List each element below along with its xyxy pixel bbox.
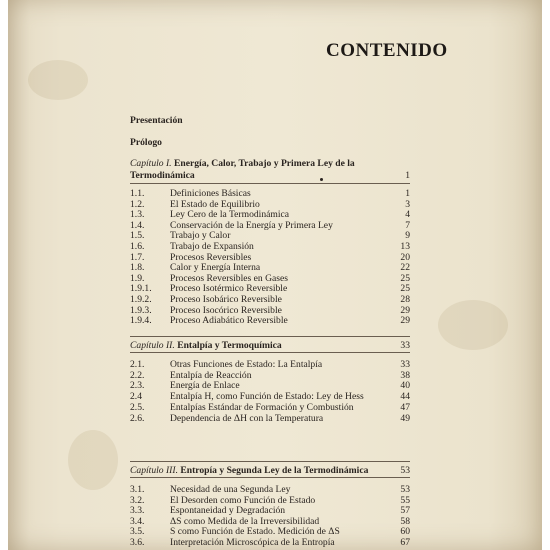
toc-entry (130, 305, 410, 316)
toc-entry-number: 2.2. (130, 369, 145, 381)
toc-entry (130, 273, 410, 284)
toc-entry-page: 40 (400, 380, 410, 392)
toc-entry-page: 3 (405, 198, 410, 210)
toc-entry-page: 60 (400, 526, 410, 538)
toc-entry-title: Dependencia de ΔH con la Temperatura (170, 412, 324, 424)
toc-entry (130, 391, 410, 402)
toc-entry (130, 188, 410, 199)
toc-entry-page: 1 (405, 188, 410, 199)
chapter-2-title: Entalpía y Termoquímica (177, 340, 282, 351)
chapter-1-page: 1 (405, 170, 410, 181)
toc-entry-title: S como Función de Estado. Medición de ΔS (170, 526, 340, 538)
toc-entry-number: 1.9.3. (130, 304, 152, 316)
toc-entry-title: Proceso Adiabático Reversible (170, 315, 288, 327)
toc-entry-page: 29 (400, 315, 410, 327)
toc-entry (130, 505, 410, 516)
chapter-3-title: Entropía y Segunda Ley de la Termodinámica (180, 465, 369, 476)
chapter-1-heading-line2 (130, 170, 410, 181)
toc-entry-number: 1.5. (130, 230, 145, 242)
toc-entry-number: 1.8. (130, 262, 145, 274)
paper-stain (438, 300, 508, 350)
toc-entry-page: 58 (400, 515, 410, 527)
chapter-rule (130, 461, 410, 462)
toc-entry (130, 359, 410, 370)
toc-entry (130, 283, 410, 294)
toc-entry-title: Espontaneidad y Degradación (170, 505, 286, 517)
toc-entry-title: Calor y Energía Interna (170, 262, 261, 274)
toc-entry-title: Trabajo y Calor (170, 230, 231, 242)
toc-entry-number: 3.6. (130, 537, 145, 548)
toc-entry (130, 495, 410, 506)
chapter-3-heading (130, 465, 410, 476)
paper-stain (28, 60, 88, 100)
toc-entry-page: 33 (400, 359, 410, 370)
toc-entry-page: 25 (400, 272, 410, 284)
toc-entry (130, 526, 410, 537)
toc-entry (130, 294, 410, 305)
toc-entry-page: 7 (405, 219, 410, 231)
page-title: CONTENIDO (326, 40, 448, 61)
toc-entry (130, 262, 410, 273)
toc-entry-page: 20 (400, 251, 410, 263)
toc-entry-title: Definiciones Básicas (170, 188, 251, 199)
toc-entry-page: 53 (400, 484, 410, 495)
toc-entry-page: 13 (400, 241, 410, 252)
toc-entry-title: Trabajo de Expansión (170, 241, 254, 252)
toc-entry-title: ΔS como Medida de la Irreversibilidad (170, 515, 320, 527)
chapter-1-prefix: Capítulo I. (130, 158, 172, 169)
toc-front-prologo: Prólogo (130, 137, 162, 148)
toc-entry-number: 2.3. (130, 380, 145, 392)
toc-entry-title: Entalpías Estándar de Formación y Combustión (170, 401, 354, 413)
chapter-2-heading (130, 340, 410, 351)
heading-rule (130, 477, 410, 478)
chapter-1-heading (130, 158, 410, 169)
toc-entry-page: 49 (400, 412, 410, 424)
toc-entry-title: Interpretación Microscópica de la Entropía (170, 537, 335, 548)
toc-entry (130, 315, 410, 326)
toc-entry-number: 3.3. (130, 505, 145, 517)
toc-entry (130, 484, 410, 495)
toc-entry-page: 44 (400, 391, 410, 403)
toc-entry (130, 402, 410, 413)
toc-entry-title: Proceso Isobárico Reversible (170, 294, 282, 305)
toc-entry-number: 1.7. (130, 251, 145, 263)
heading-rule (130, 352, 410, 353)
chapter-2-prefix: Capítulo II. (130, 340, 175, 351)
chapter-1-title-line2: Termodinámica (130, 170, 195, 181)
toc-entry-number: 2.1. (130, 359, 145, 370)
toc-entry (130, 230, 410, 241)
toc-entry-number: 3.5. (130, 526, 145, 538)
toc-front-presentacion: Presentación (130, 115, 183, 126)
toc-entry-page: 25 (400, 283, 410, 295)
toc-entry-title: Ley Cero de la Termodinámica (170, 209, 290, 221)
toc-entry-number: 3.4. (130, 515, 145, 527)
toc-entry-number: 1.3. (130, 209, 145, 221)
book-page (8, 0, 542, 550)
toc-entry (130, 241, 410, 252)
toc-entry (130, 252, 410, 263)
chapter-3-page: 53 (400, 465, 410, 476)
toc-entry (130, 370, 410, 381)
toc-entry-title: El Desorden como Función de Estado (170, 494, 316, 506)
toc-entry-number: 2.5. (130, 401, 145, 413)
toc-entry-title: Procesos Reversibles (170, 251, 252, 263)
print-dot (320, 178, 323, 181)
toc-entry-number: 3.2. (130, 494, 145, 506)
toc-entry (130, 220, 410, 231)
toc-entry-number: 3.1. (130, 484, 145, 495)
toc-entry-page: 57 (400, 505, 410, 517)
toc-entry (130, 537, 410, 548)
toc-entry-number: 1.9. (130, 272, 145, 284)
toc-entry-number: 1.9.4. (130, 315, 152, 327)
toc-entry-page: 38 (400, 369, 410, 381)
toc-entry-number: 1.9.2. (130, 294, 152, 305)
toc-entry-title: Procesos Reversibles en Gases (170, 272, 289, 284)
toc-entry (130, 413, 410, 424)
toc-entry-title: Entalpía H, como Función de Estado: Ley de Hess (170, 391, 364, 403)
toc-entry-page: 47 (400, 401, 410, 413)
toc-entry-page: 9 (405, 230, 410, 242)
toc-entry-number: 1.4. (130, 219, 145, 231)
toc-entry (130, 380, 410, 391)
chapter-2-page: 33 (400, 340, 410, 351)
toc-entry-page: 67 (400, 537, 410, 548)
toc-entry-page: 28 (400, 294, 410, 305)
toc-entry (130, 516, 410, 527)
toc-entry-number: 1.6. (130, 241, 145, 252)
toc-entry-page: 22 (400, 262, 410, 274)
toc-entry-title: Energía de Enlace (170, 380, 240, 392)
toc-entry-title: Otras Funciones de Estado: La Entalpía (170, 359, 323, 370)
toc-entry-title: Proceso Isocórico Reversible (170, 304, 282, 316)
toc-entry-title: Necesidad de una Segunda Ley (170, 484, 291, 495)
toc-entry-title: Entalpía de Reacción (170, 369, 252, 381)
toc-entry-page: 4 (405, 209, 410, 221)
chapter-3-prefix: Capítulo III. (130, 465, 178, 476)
toc-entry-number: 1.9.1. (130, 283, 152, 295)
toc-entry-title: Conservación de la Energía y Primera Ley (170, 219, 333, 231)
toc-entry (130, 199, 410, 210)
toc-entry-title: El Estado de Equilibrio (170, 198, 260, 210)
chapter-1-title-line1: Energía, Calor, Trabajo y Primera Ley de la (173, 158, 355, 169)
toc-entry-number: 1.2. (130, 198, 145, 210)
chapter-rule (130, 336, 410, 337)
toc-entry-number: 1.1. (130, 188, 145, 199)
toc-entry-page: 29 (400, 304, 410, 316)
toc-entry-title: Proceso Isotérmico Reversible (170, 283, 288, 295)
toc-entry-page: 55 (400, 494, 410, 506)
toc-entry-number: 2.4 (130, 391, 142, 403)
toc-entry-number: 2.6. (130, 412, 145, 424)
toc-entry (130, 209, 410, 220)
paper-stain (68, 430, 118, 490)
heading-rule (130, 183, 410, 184)
